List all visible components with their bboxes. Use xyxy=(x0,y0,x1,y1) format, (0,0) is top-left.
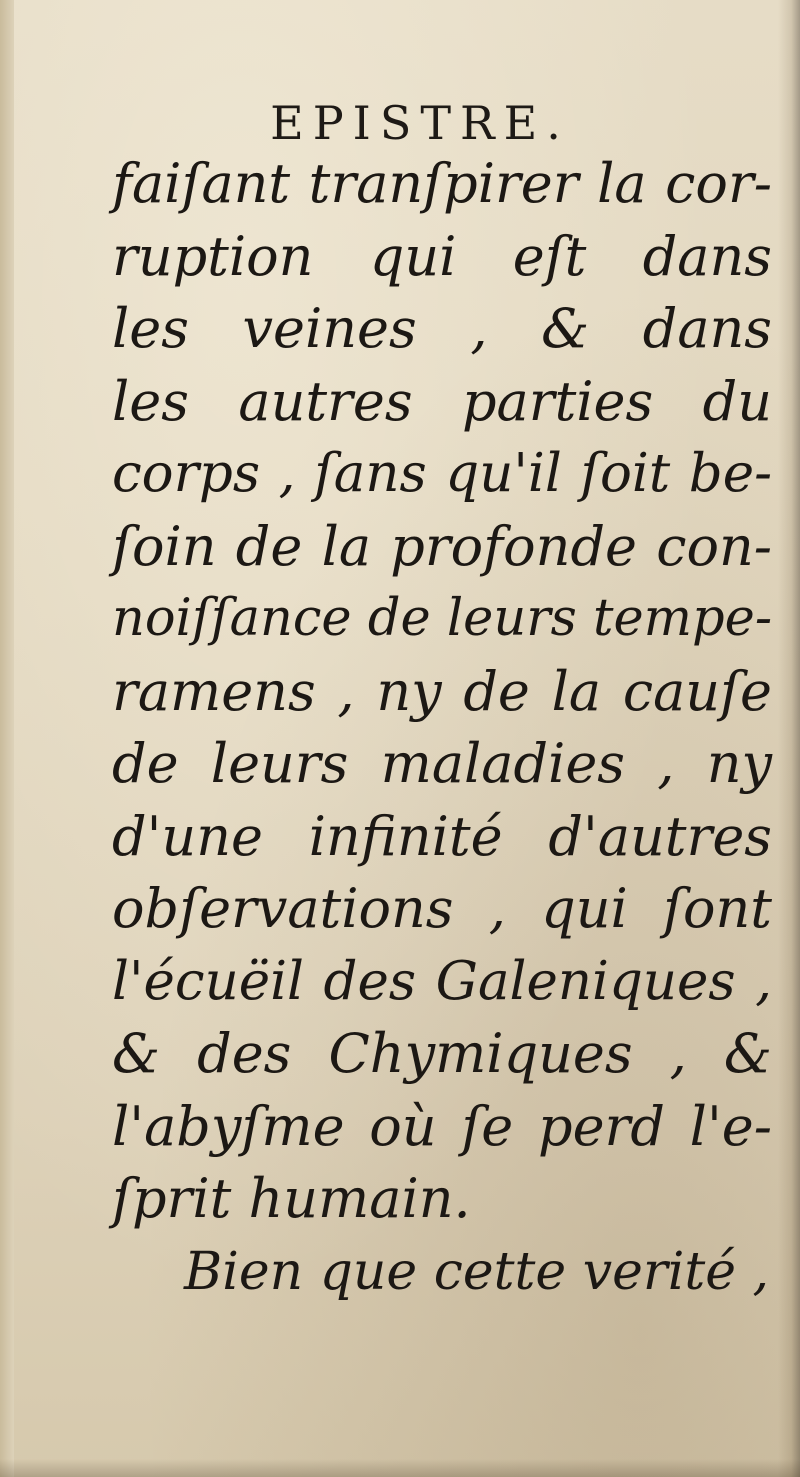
text-line: ruption qui eſt dans xyxy=(112,224,772,288)
text-line: d'une infinité d'autres xyxy=(112,804,772,868)
text-line: & des Chymiques , & xyxy=(112,1022,772,1085)
running-header: EPISTRE. xyxy=(270,96,570,150)
text-line: les veines , & dans xyxy=(112,297,772,360)
page-gutter-shadow xyxy=(778,0,800,1477)
text-line: obſervations , qui ſont xyxy=(112,877,772,940)
text-line: ſoin de la profonde con- xyxy=(112,514,772,578)
text-line: l'écuëil des Galeniques , xyxy=(112,950,772,1012)
text-line-paragraph-start: Bien que cette verité , xyxy=(184,1241,770,1302)
page-left-edge xyxy=(0,0,14,1477)
body-text xyxy=(112,148,772,1308)
text-line: corps , ſans qu'il ſoit be- xyxy=(112,443,772,504)
page-bottom-edge xyxy=(0,1459,800,1477)
text-line: faiſant tranſpirer la cor- xyxy=(112,152,772,215)
text-line-paragraph-end: ſprit humain. xyxy=(112,1167,471,1230)
text-line: noiſſance de leurs tempe- xyxy=(112,589,773,648)
text-line: ramens , ny de la cauſe xyxy=(112,659,772,723)
text-line: de leurs maladies , ny xyxy=(112,732,772,795)
text-line: l'abyſme où ſe perd l'e- xyxy=(112,1094,772,1158)
text-line: les autres parties du xyxy=(112,369,772,433)
